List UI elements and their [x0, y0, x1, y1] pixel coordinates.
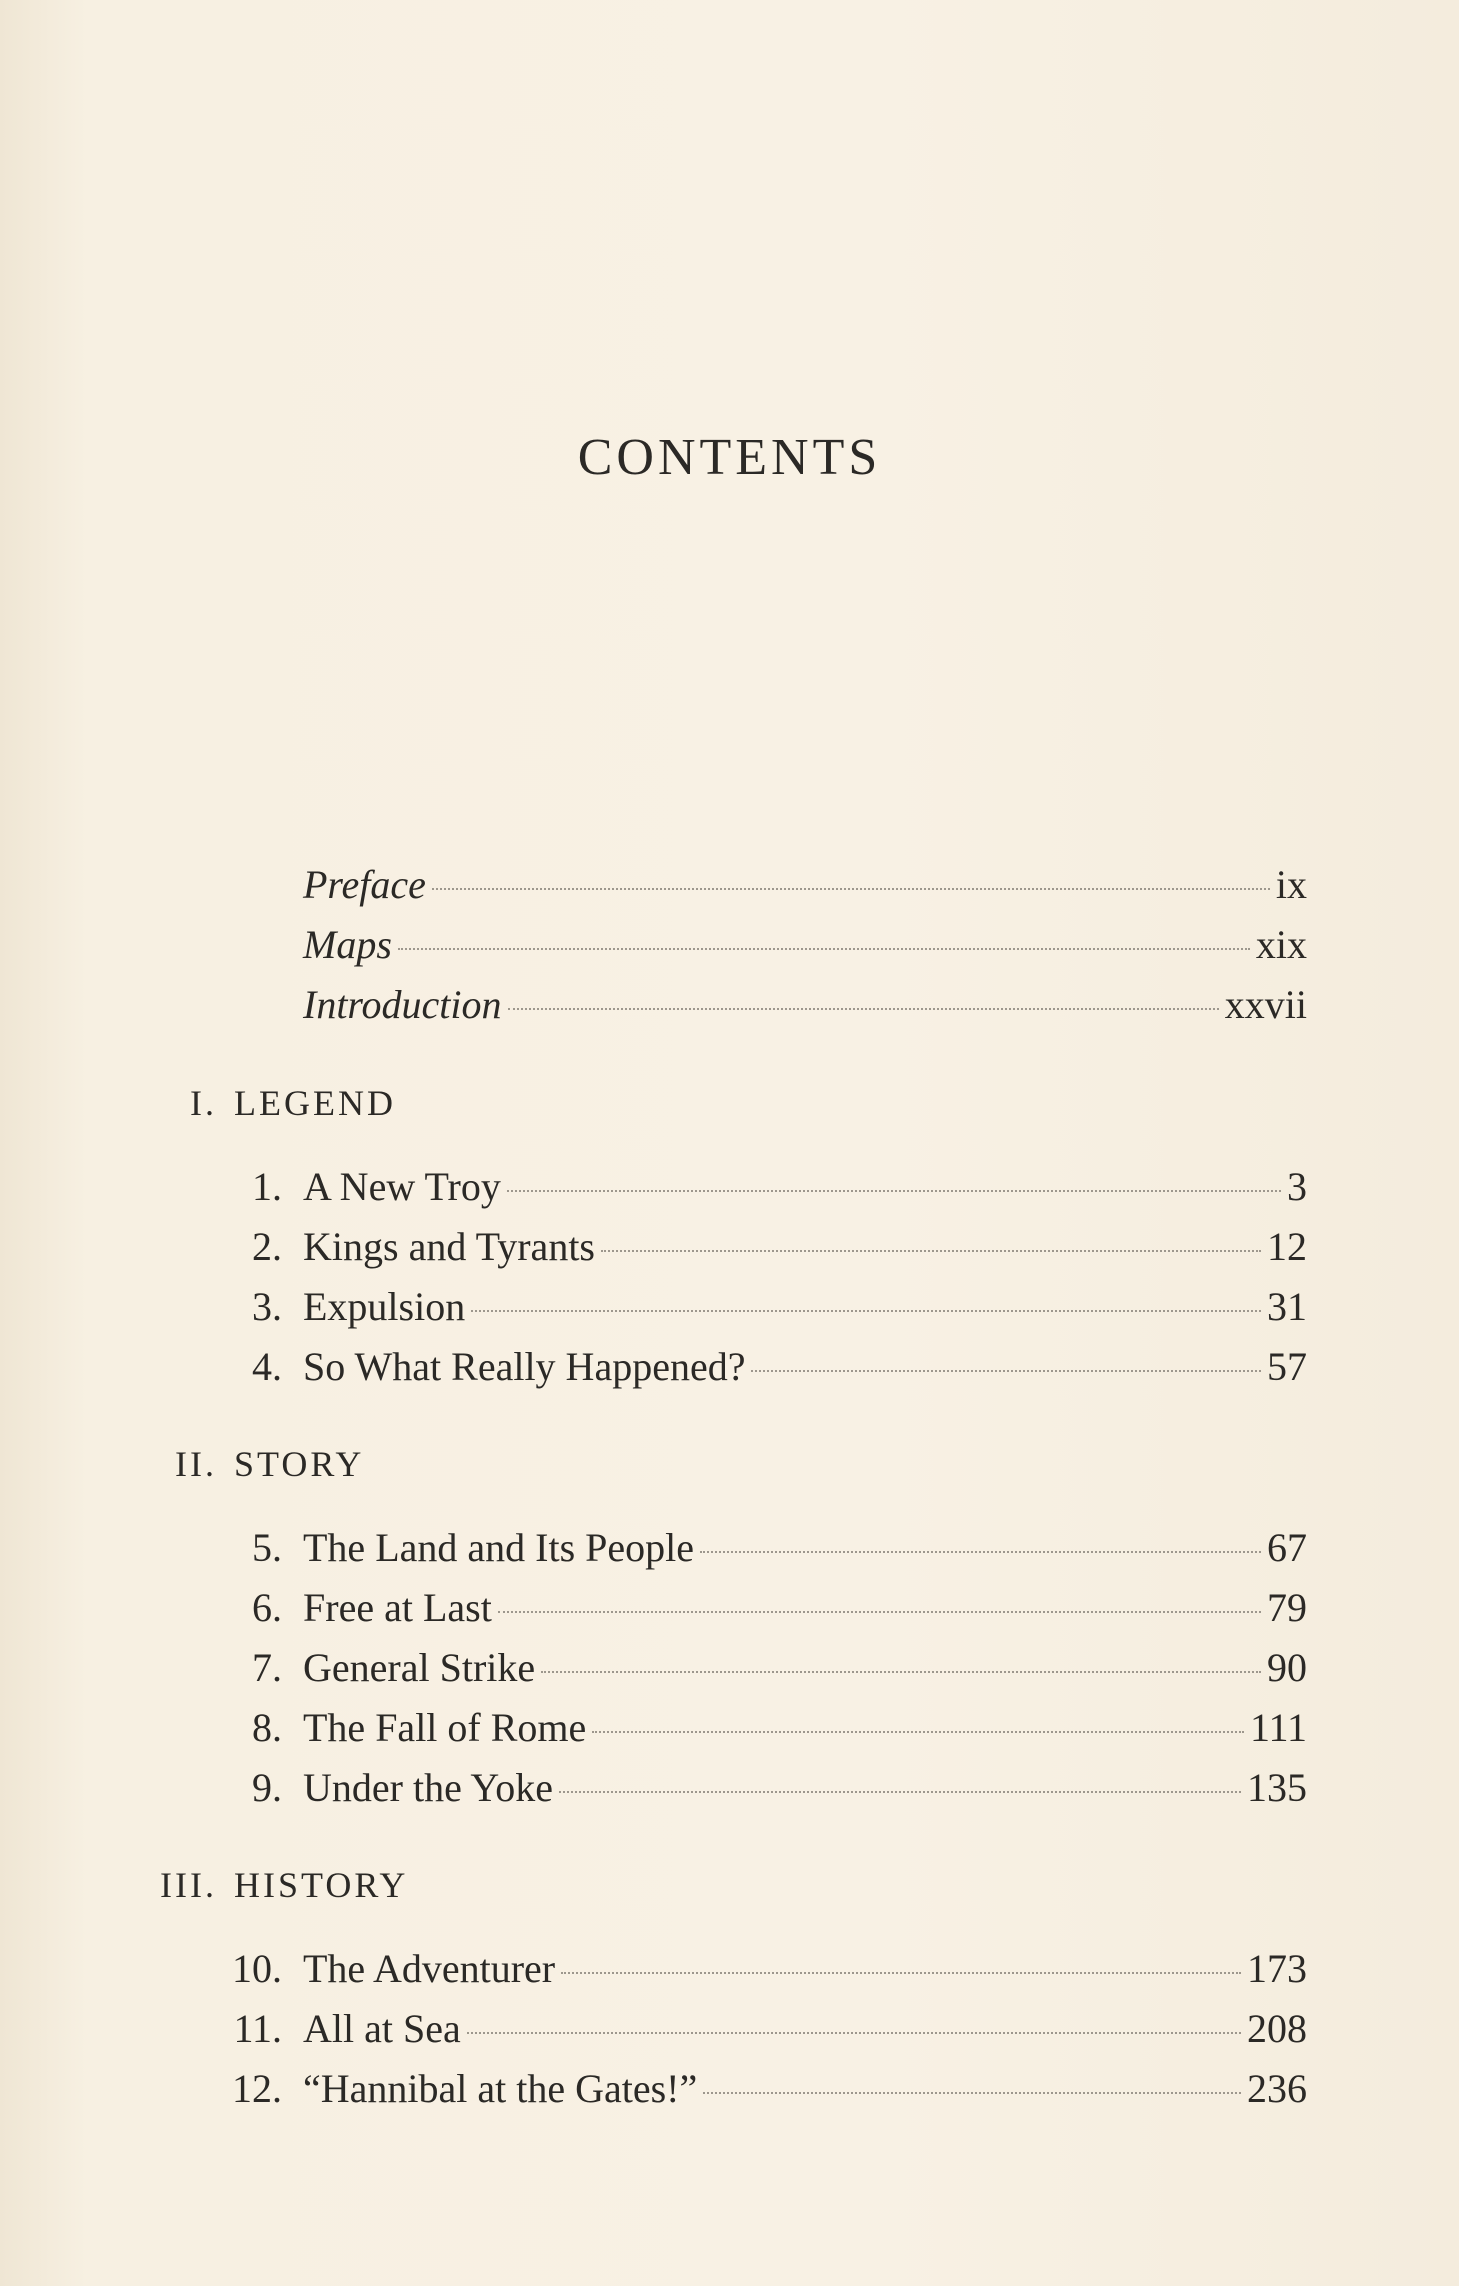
- entry-page-number: 79: [1267, 1585, 1307, 1630]
- leader-dots: [703, 2092, 1241, 2094]
- part-numeral: II.: [175, 1444, 217, 1484]
- leader-dots: [471, 1310, 1261, 1312]
- leader-dots: [432, 888, 1270, 890]
- entry-title: Free at Last: [303, 1585, 492, 1630]
- entry-title: “Hannibal at the Gates!”: [303, 2066, 698, 2111]
- entry-page-number: 111: [1249, 1705, 1307, 1750]
- entry-title: The Adventurer: [303, 1946, 556, 1991]
- entry-title: Kings and Tyrants: [303, 1224, 595, 1269]
- entry-title: Maps: [303, 922, 392, 967]
- toc-entry-introduction[interactable]: [0, 975, 1459, 1035]
- leader-dots: [467, 2032, 1241, 2034]
- entry-page-number: 31: [1267, 1284, 1307, 1329]
- toc-entry-chapter[interactable]: [0, 1277, 1459, 1337]
- chapter-number: 8.: [252, 1705, 282, 1750]
- part-title: HISTORY: [234, 1865, 409, 1905]
- entry-page-number: 90: [1267, 1645, 1307, 1690]
- entry-title: All at Sea: [303, 2006, 461, 2051]
- toc-entry-preface[interactable]: [0, 855, 1459, 915]
- leader-dots: [507, 1190, 1281, 1192]
- entry-page-number: 236: [1247, 2066, 1307, 2111]
- entry-title: The Fall of Rome: [303, 1705, 587, 1750]
- entry-title: Introduction: [303, 982, 502, 1027]
- entry-title: So What Really Happened?: [303, 1344, 746, 1389]
- chapter-number: 6.: [252, 1585, 282, 1630]
- leader-dots: [508, 1008, 1219, 1010]
- toc-entry-chapter[interactable]: [0, 1578, 1459, 1638]
- part-heading: [0, 1855, 1459, 1915]
- entry-page-number: xix: [1255, 922, 1307, 967]
- entry-page-number: 3: [1287, 1164, 1307, 1209]
- leader-dots: [561, 1972, 1241, 1974]
- leader-dots: [592, 1731, 1244, 1733]
- leader-dots: [700, 1551, 1261, 1553]
- entry-title: Preface: [303, 862, 426, 907]
- chapter-number: 4.: [252, 1344, 282, 1389]
- leader-dots: [559, 1791, 1241, 1793]
- toc-entry-chapter[interactable]: [0, 1518, 1459, 1578]
- leader-dots: [498, 1611, 1261, 1613]
- entry-page-number: 208: [1247, 2006, 1307, 2051]
- toc-entry-maps[interactable]: [0, 915, 1459, 975]
- entry-page-number: 173: [1247, 1946, 1307, 1991]
- chapter-number: 11.: [233, 2006, 282, 2051]
- page-title: CONTENTS: [577, 429, 882, 486]
- part-numeral: III.: [160, 1865, 217, 1905]
- entry-page-number: 135: [1247, 1765, 1307, 1810]
- chapter-number: 12.: [232, 2066, 282, 2111]
- entry-title: The Land and Its People: [303, 1525, 694, 1570]
- toc-entry-chapter[interactable]: [0, 1999, 1459, 2059]
- part-heading: [0, 1434, 1459, 1494]
- part-title: LEGEND: [234, 1083, 396, 1123]
- entry-page-number: 57: [1267, 1344, 1307, 1389]
- entry-title: A New Troy: [303, 1164, 501, 1209]
- toc-entry-chapter[interactable]: [0, 1638, 1459, 1698]
- leader-dots: [541, 1671, 1261, 1673]
- leader-dots: [751, 1370, 1261, 1372]
- part-title: STORY: [234, 1444, 365, 1484]
- toc-entry-chapter[interactable]: [0, 1217, 1459, 1277]
- part-numeral: I.: [190, 1083, 217, 1123]
- toc-entry-chapter[interactable]: [0, 1157, 1459, 1217]
- entry-page-number: ix: [1275, 862, 1307, 907]
- entry-page-number: 12: [1267, 1224, 1307, 1269]
- leader-dots: [601, 1250, 1261, 1252]
- part-heading: [0, 1073, 1459, 1133]
- chapter-number: 5.: [252, 1525, 282, 1570]
- chapter-number: 2.: [252, 1224, 282, 1269]
- entry-title: Under the Yoke: [303, 1765, 553, 1810]
- chapter-number: 7.: [252, 1645, 282, 1690]
- chapter-number: 10.: [232, 1946, 282, 1991]
- entry-page-number: 67: [1267, 1525, 1307, 1570]
- toc-entry-chapter[interactable]: [0, 1698, 1459, 1758]
- leader-dots: [398, 948, 1250, 950]
- chapter-number: 1.: [252, 1164, 282, 1209]
- chapter-number: 3.: [252, 1284, 282, 1329]
- toc-entry-chapter[interactable]: [0, 1337, 1459, 1397]
- toc-entry-chapter[interactable]: [0, 2059, 1459, 2119]
- toc-entry-chapter[interactable]: [0, 1758, 1459, 1818]
- entry-title: General Strike: [303, 1645, 536, 1690]
- entry-title: Expulsion: [303, 1284, 466, 1329]
- chapter-number: 9.: [252, 1765, 282, 1810]
- toc-entry-chapter[interactable]: [0, 1939, 1459, 1999]
- entry-page-number: xxvii: [1224, 982, 1307, 1027]
